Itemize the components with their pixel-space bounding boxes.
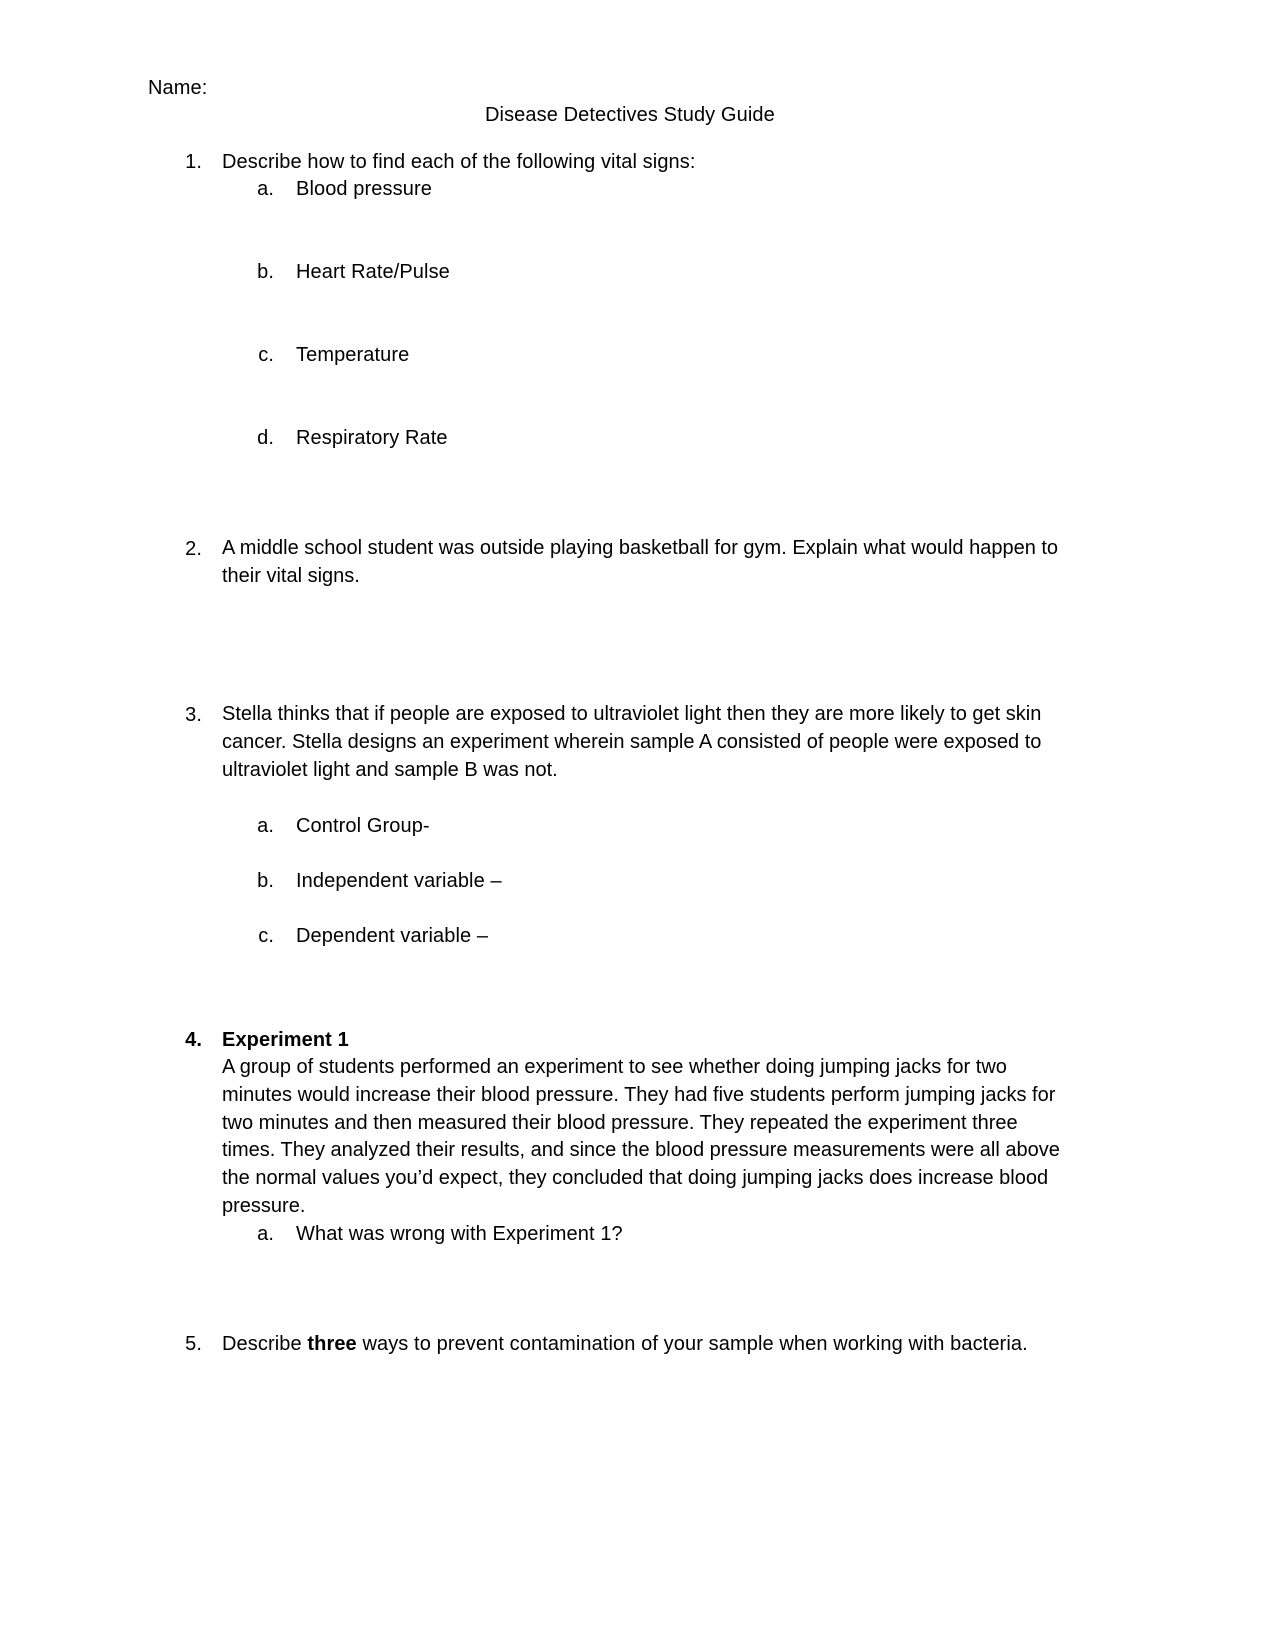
q3-text [222, 701, 1041, 784]
q4-line: two minutes and then measured their blood pressure. They repeated the experiment three [222, 1111, 1018, 1134]
name-label: Name: [148, 77, 208, 99]
q1-item-c-text: Temperature [296, 344, 410, 366]
q1-item-a-letter: a. [257, 178, 274, 200]
q1-item-d-letter: d. [257, 427, 274, 449]
q2-text [222, 535, 1058, 591]
q5-text [222, 1331, 1028, 1357]
q3-line: ultraviolet light and sample B was not. [222, 758, 558, 781]
q1-item-a-text: Blood pressure [296, 178, 432, 200]
q3-item-a-letter: a. [257, 815, 274, 837]
q3-item-c-text: Dependent variable – [296, 925, 489, 947]
q4-heading: Experiment 1 [222, 1029, 349, 1051]
q4-item-a-text: What was wrong with Experiment 1? [296, 1223, 623, 1245]
q2-number: 2. [185, 538, 202, 560]
q4-item-a-letter: a. [257, 1223, 274, 1245]
q5-number: 5. [185, 1333, 202, 1355]
q4-line: minutes would increase their blood pressure. They had five students perform jumping jacks for [222, 1083, 1056, 1106]
q1-item-c-letter: c. [258, 344, 274, 366]
q4-line: pressure. [222, 1194, 306, 1217]
q1-number: 1. [185, 151, 202, 173]
q3-line: cancer. Stella designs an experiment wherein sample A consisted of people were exposed to [222, 730, 1042, 753]
q3-item-c-letter: c. [258, 925, 274, 947]
q3-number: 3. [185, 704, 202, 726]
q4-line: times. They analyzed their results, and since the blood pressure measurements were all above [222, 1139, 1060, 1162]
q1-item-b-text: Heart Rate/Pulse [296, 261, 450, 283]
q1-item-d-text: Respiratory Rate [296, 427, 448, 449]
q5-text-bold: three [307, 1333, 357, 1355]
q1-item-b-letter: b. [257, 261, 274, 283]
q2-line: A middle school student was outside playing basketball for gym. Explain what would happen to [222, 537, 1059, 559]
q4-number: 4. [185, 1029, 202, 1051]
q4-line: the normal values you’d expect, they concluded that doing jumping jacks does increase blood [222, 1167, 1049, 1190]
q4-text [222, 1054, 1060, 1221]
document-title: Disease Detectives Study Guide [485, 104, 775, 126]
q4-line: A group of students performed an experiment to see whether doing jumping jacks for two [222, 1056, 1007, 1078]
q3-item-b-letter: b. [257, 870, 274, 892]
q5-text-before: Describe [222, 1333, 308, 1355]
q1-text: Describe how to find each of the following vital signs: [222, 151, 696, 173]
q3-item-a-text: Control Group- [296, 815, 430, 837]
q2-line: their vital signs. [222, 564, 360, 587]
q3-item-b-text: Independent variable – [296, 870, 502, 892]
q3-line: Stella thinks that if people are exposed to ultraviolet light then they are more likely to get skin [222, 703, 1042, 725]
q5-text-after: ways to prevent contamination of your sample when working with bacteria. [356, 1333, 1028, 1355]
